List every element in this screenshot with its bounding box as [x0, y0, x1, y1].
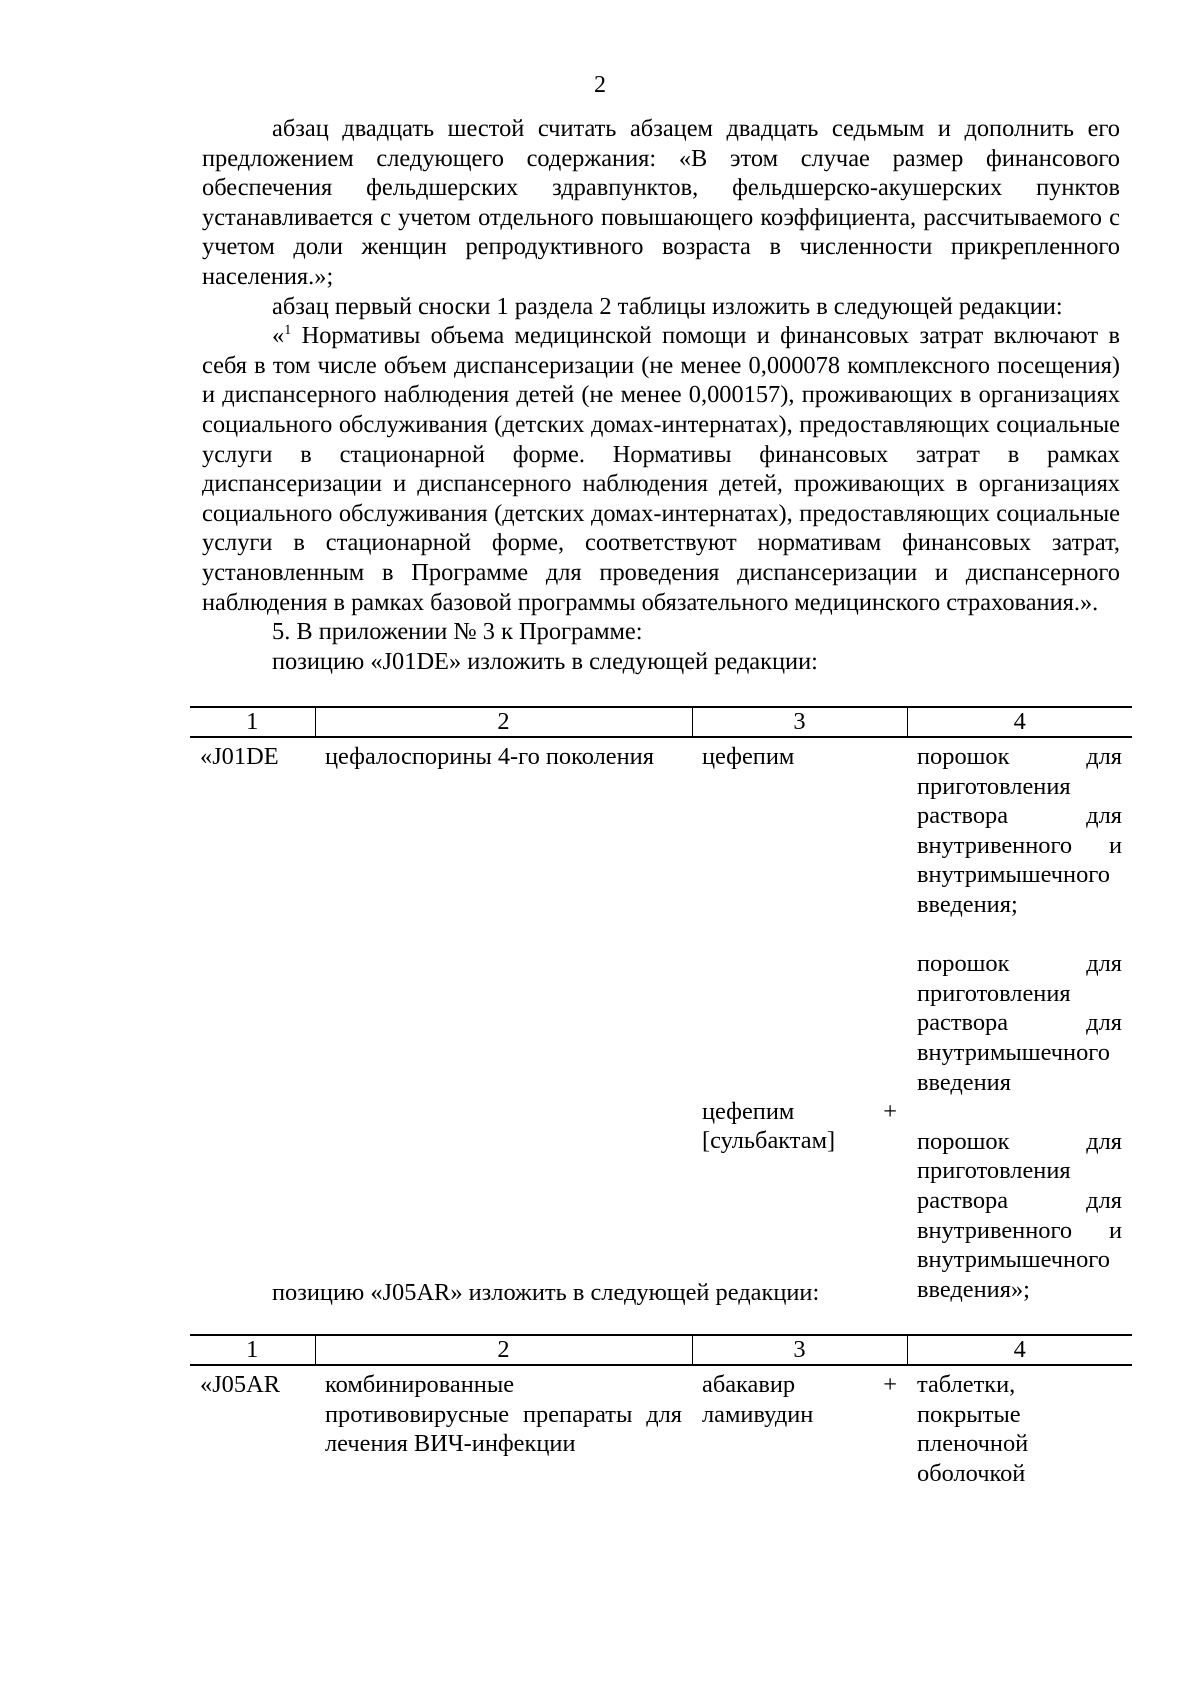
cell-group: цефалоспорины 4-го поколения — [325, 743, 654, 770]
header-col-4: 4 — [907, 707, 1132, 737]
header-col-2: 2 — [315, 707, 692, 737]
cell-drug: абакавир + ламивудин — [702, 1371, 897, 1428]
table-header-row — [190, 707, 1132, 737]
cell-form: таблетки, покрытые пленочной оболочкой — [917, 1371, 1029, 1487]
header-col-3: 3 — [692, 707, 907, 737]
paragraph-footnote-text — [202, 321, 1120, 617]
cell-drugs — [692, 737, 907, 1304]
paragraph-footnote-intro: абзац первый сноски 1 раздела 2 таблицы изложить в следующей редакции: — [272, 292, 1063, 320]
cell-forms — [907, 737, 1132, 1304]
table-header-row — [190, 1335, 1132, 1365]
paragraph-position-j05ar: позицию «J05AR» изложить в следующей редакции: — [272, 1279, 820, 1306]
header-col-1: 1 — [190, 707, 315, 737]
document-body — [202, 114, 1120, 676]
dosage-form: порошок для приготовления раствора для внутривенного и внутримышечного введения»; — [917, 1127, 1122, 1303]
header-col-4: 4 — [907, 1335, 1132, 1365]
header-col-3: 3 — [692, 1335, 907, 1365]
table-row — [190, 1365, 1132, 1488]
header-col-1: 1 — [190, 1335, 315, 1365]
footnote-body: Нормативы объема медицинской помощи и финансовых затрат включают в себя в том числе объем диспансеризации (не менее 0,000078 комплексного посещения) и диспансерного наблюдения детей (не менее 0,000157), проживающих в организациях социального обслуживания (детских домах-интернатах), предоставляющих социальные услуги в стационарной форме. Нормативы финансовых затрат в рамках диспансеризации и диспансерного наблюдения детей, проживающих в организациях социального обслуживания (детских домах-интернатах), предоставляющих социальные услуги в стационарной форме, соответствуют нормативам финансовых затрат, установленным в Программе для проведения диспансеризации и диспансерного наблюдения в рамках базовой программы обязательного медицинского страхования.». — [202, 322, 1120, 616]
table-j05ar — [190, 1334, 1132, 1488]
open-quote: « — [272, 322, 285, 350]
dosage-form: порошок для приготовления раствора для внутримышечного введения — [917, 950, 1122, 1096]
paragraph-position-j01de: позицию «J01DE» изложить в следующей редакции: — [272, 647, 818, 675]
table-j01de — [190, 706, 1132, 1304]
cell-code: «J05AR — [200, 1371, 280, 1398]
drug-name-combo: цефепим + [сульбактам] — [702, 1097, 897, 1155]
cell-group: комбинированные противовирусные препараты для лечения ВИЧ-инфекции — [325, 1371, 682, 1458]
footnote-mark: 1 — [284, 323, 292, 339]
drug-name: цефепим — [702, 743, 795, 770]
cell-code: «J01DE — [200, 743, 279, 770]
dosage-form: порошок для приготовления раствора для внутривенного и внутримышечного введения; — [917, 743, 1122, 918]
table-row — [190, 737, 1132, 1304]
header-col-2: 2 — [315, 1335, 692, 1365]
page-number: 2 — [594, 72, 606, 98]
paragraph-appendix-3: 5. В приложении № 3 к Программе: — [272, 618, 643, 646]
paragraph-amendment-26: абзац двадцать шестой считать абзацем двадцать седьмым и дополнить его предложением следующего содержания: «В этом случае размер финансового обеспечения фельдшерских здравпунктов, фельдшерско-акушерских пунктов устанавливается с учетом отдельного повышающего коэффициента, рассчитываемого с учетом доли женщин репродуктивного возраста в численности прикрепленного населения.»; — [202, 115, 1120, 290]
